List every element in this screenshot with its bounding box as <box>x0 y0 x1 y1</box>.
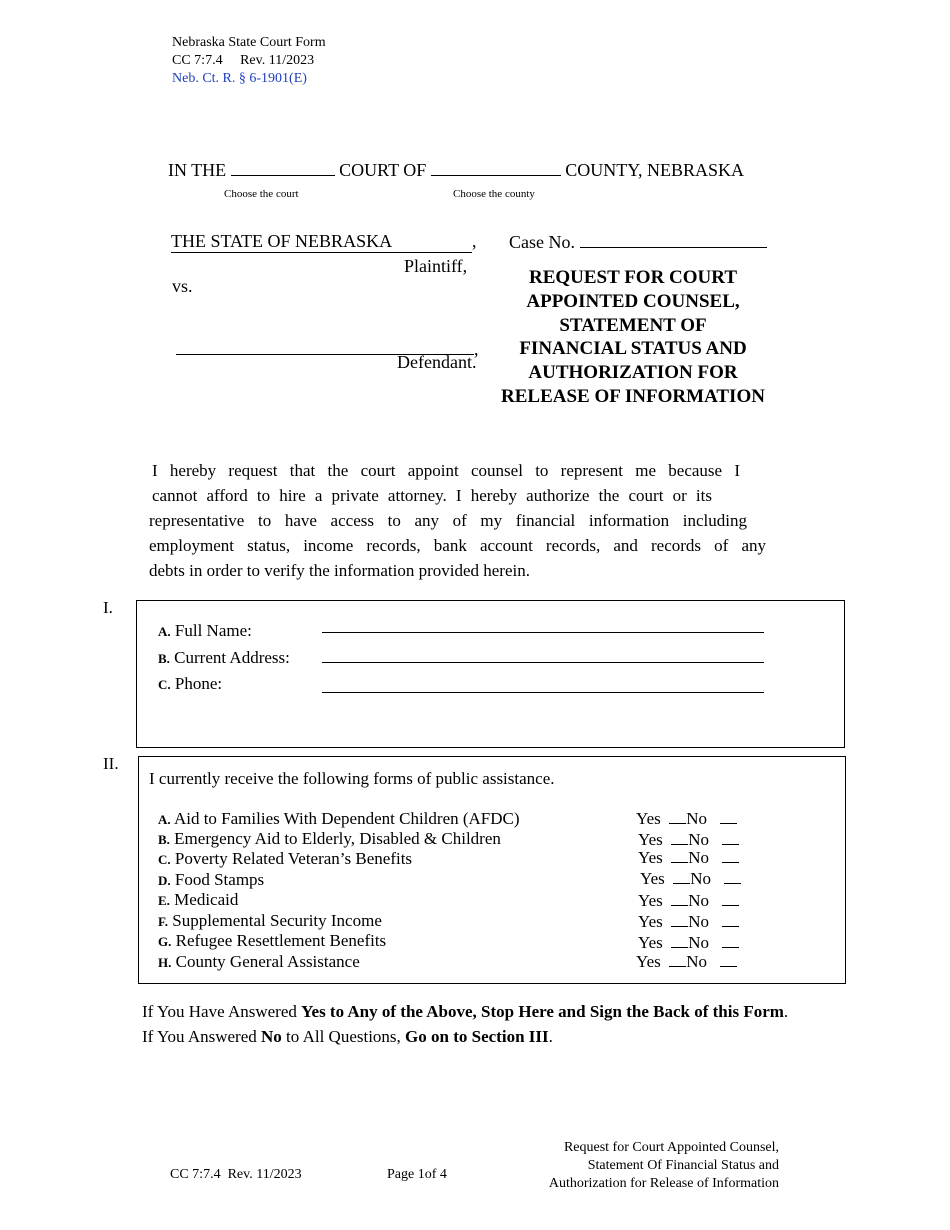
no-blank[interactable] <box>724 869 741 884</box>
yes-label: Yes <box>640 869 665 888</box>
county-name-field[interactable] <box>431 175 561 176</box>
footer-form-id: CC 7:7.4 Rev. 11/2023 <box>170 1167 302 1182</box>
paragraph-line: cannot afford to hire a private attorney. I hereby authorize the court or its <box>152 486 712 505</box>
header-form-name: Nebraska State Court Form <box>172 35 326 50</box>
yes-no-group <box>636 952 737 972</box>
choose-court-hint: Choose the court <box>224 188 299 200</box>
assistance-item: C. Poverty Related Veteran’s Benefits <box>158 849 413 868</box>
no-blank[interactable] <box>722 933 739 948</box>
no-blank[interactable] <box>722 830 739 845</box>
instruction-no: If You Answered No to All Questions, Go on to Section III. <box>142 1027 553 1046</box>
defendant-label: Defendant. <box>397 352 477 372</box>
assistance-item: B. Emergency Aid to Elderly, Disabled & Children <box>158 829 501 848</box>
footer-page-number: Page 1of 4 <box>387 1167 447 1182</box>
title-line: AUTHORIZATION FOR <box>528 362 738 384</box>
court-of-text: COURT OF <box>339 160 427 180</box>
assistance-heading: I currently receive the following forms of public assistance. <box>149 769 555 788</box>
yes-label: Yes <box>638 830 663 849</box>
form-title <box>488 266 778 409</box>
yes-blank[interactable] <box>673 869 690 884</box>
yes-no-group <box>638 891 739 911</box>
section-2-numeral: II. <box>103 754 119 773</box>
yes-no-group <box>638 830 739 850</box>
assistance-item: A. Aid to Families With Dependent Children (AFDC) <box>158 809 520 828</box>
form-header <box>172 34 326 88</box>
no-label: No <box>686 952 708 971</box>
title-line: REQUEST FOR COURT <box>528 267 738 288</box>
plaintiff-line <box>171 231 477 253</box>
vs-text: vs. <box>172 276 193 296</box>
full-name-field[interactable] <box>322 632 764 633</box>
yes-label: Yes <box>636 952 661 971</box>
paragraph-line: debts in order to verify the information provided herein. <box>149 561 530 580</box>
yes-blank[interactable] <box>671 933 688 948</box>
paragraph-line: representative to have access to any of my financial information including <box>149 511 747 530</box>
assistance-item: F. Supplemental Security Income <box>158 911 382 930</box>
no-blank[interactable] <box>722 891 739 906</box>
title-line: STATEMENT OF <box>559 314 707 336</box>
yes-blank[interactable] <box>671 848 688 863</box>
yes-blank[interactable] <box>669 952 686 967</box>
yes-blank[interactable] <box>671 891 688 906</box>
in-the-text: IN THE <box>168 160 227 180</box>
no-blank[interactable] <box>720 809 737 824</box>
title-line: RELEASE OF INFORMATION <box>501 385 765 407</box>
yes-label: Yes <box>638 912 663 931</box>
footer-desc-line: Authorization for Release of Information <box>548 1176 779 1191</box>
footer-desc-line: Statement Of Financial Status and <box>587 1158 779 1173</box>
no-blank[interactable] <box>722 848 739 863</box>
no-blank[interactable] <box>722 912 739 927</box>
case-number-field[interactable] <box>580 247 767 248</box>
assistance-item: D. Food Stamps <box>158 870 265 889</box>
instruction-yes: If You Have Answered Yes to Any of the Above, Stop Here and Sign the Back of this Form. <box>142 1002 789 1021</box>
footer-description <box>500 1139 779 1193</box>
yes-label: Yes <box>636 809 661 828</box>
yes-blank[interactable] <box>669 809 686 824</box>
no-label: No <box>688 848 710 867</box>
current-address-field[interactable] <box>322 662 764 663</box>
court-caption-line <box>168 160 744 181</box>
assistance-item: H. County General Assistance <box>158 952 360 971</box>
title-line: FINANCIAL STATUS AND <box>519 338 747 360</box>
header-rule-reference: Neb. Ct. R. § 6-1901(E) <box>172 71 307 86</box>
no-label: No <box>688 912 710 931</box>
case-number-line <box>509 232 767 253</box>
assistance-item: E. Medicaid <box>158 890 239 909</box>
yes-label: Yes <box>638 891 663 910</box>
no-label: No <box>686 809 708 828</box>
no-blank[interactable] <box>720 952 737 967</box>
no-label: No <box>688 891 710 910</box>
defendant-comma: , <box>474 339 479 359</box>
no-label: No <box>688 830 710 849</box>
yes-no-group <box>636 809 737 829</box>
plaintiff-name: THE STATE OF NEBRASKA <box>171 231 472 253</box>
choose-county-hint: Choose the county <box>453 188 535 200</box>
no-label: No <box>690 869 712 888</box>
no-label: No <box>688 933 710 952</box>
yes-blank[interactable] <box>671 830 688 845</box>
yes-no-group <box>638 933 739 953</box>
current-address-label: B. Current Address: <box>158 648 290 667</box>
yes-no-group <box>638 912 739 932</box>
plaintiff-label: Plaintiff, <box>404 256 468 276</box>
paragraph-line: I hereby request that the court appoint counsel to represent me because I <box>152 461 740 480</box>
yes-label: Yes <box>638 848 663 867</box>
court-name-field[interactable] <box>231 175 335 176</box>
title-line: APPOINTED COUNSEL, <box>526 290 740 312</box>
yes-no-group <box>638 848 739 868</box>
yes-blank[interactable] <box>671 912 688 927</box>
footer-desc-line: Request for Court Appointed Counsel, <box>563 1140 779 1155</box>
county-nebraska-text: COUNTY, NEBRASKA <box>565 160 744 180</box>
plaintiff-comma: , <box>472 231 477 251</box>
phone-field[interactable] <box>322 692 764 693</box>
yes-label: Yes <box>638 933 663 952</box>
assistance-item: G. Refugee Resettlement Benefits <box>158 931 387 950</box>
yes-no-group <box>640 869 741 889</box>
header-form-id: CC 7:7.4 Rev. 11/2023 <box>172 53 315 68</box>
authorization-paragraph <box>149 458 769 583</box>
phone-label: C. Phone: <box>158 674 223 693</box>
section-1-numeral: I. <box>103 598 113 617</box>
paragraph-line: employment status, income records, bank account records, and records of any <box>149 536 766 555</box>
case-no-label: Case No. <box>509 232 575 252</box>
full-name-label: A. Full Name: <box>158 621 252 640</box>
